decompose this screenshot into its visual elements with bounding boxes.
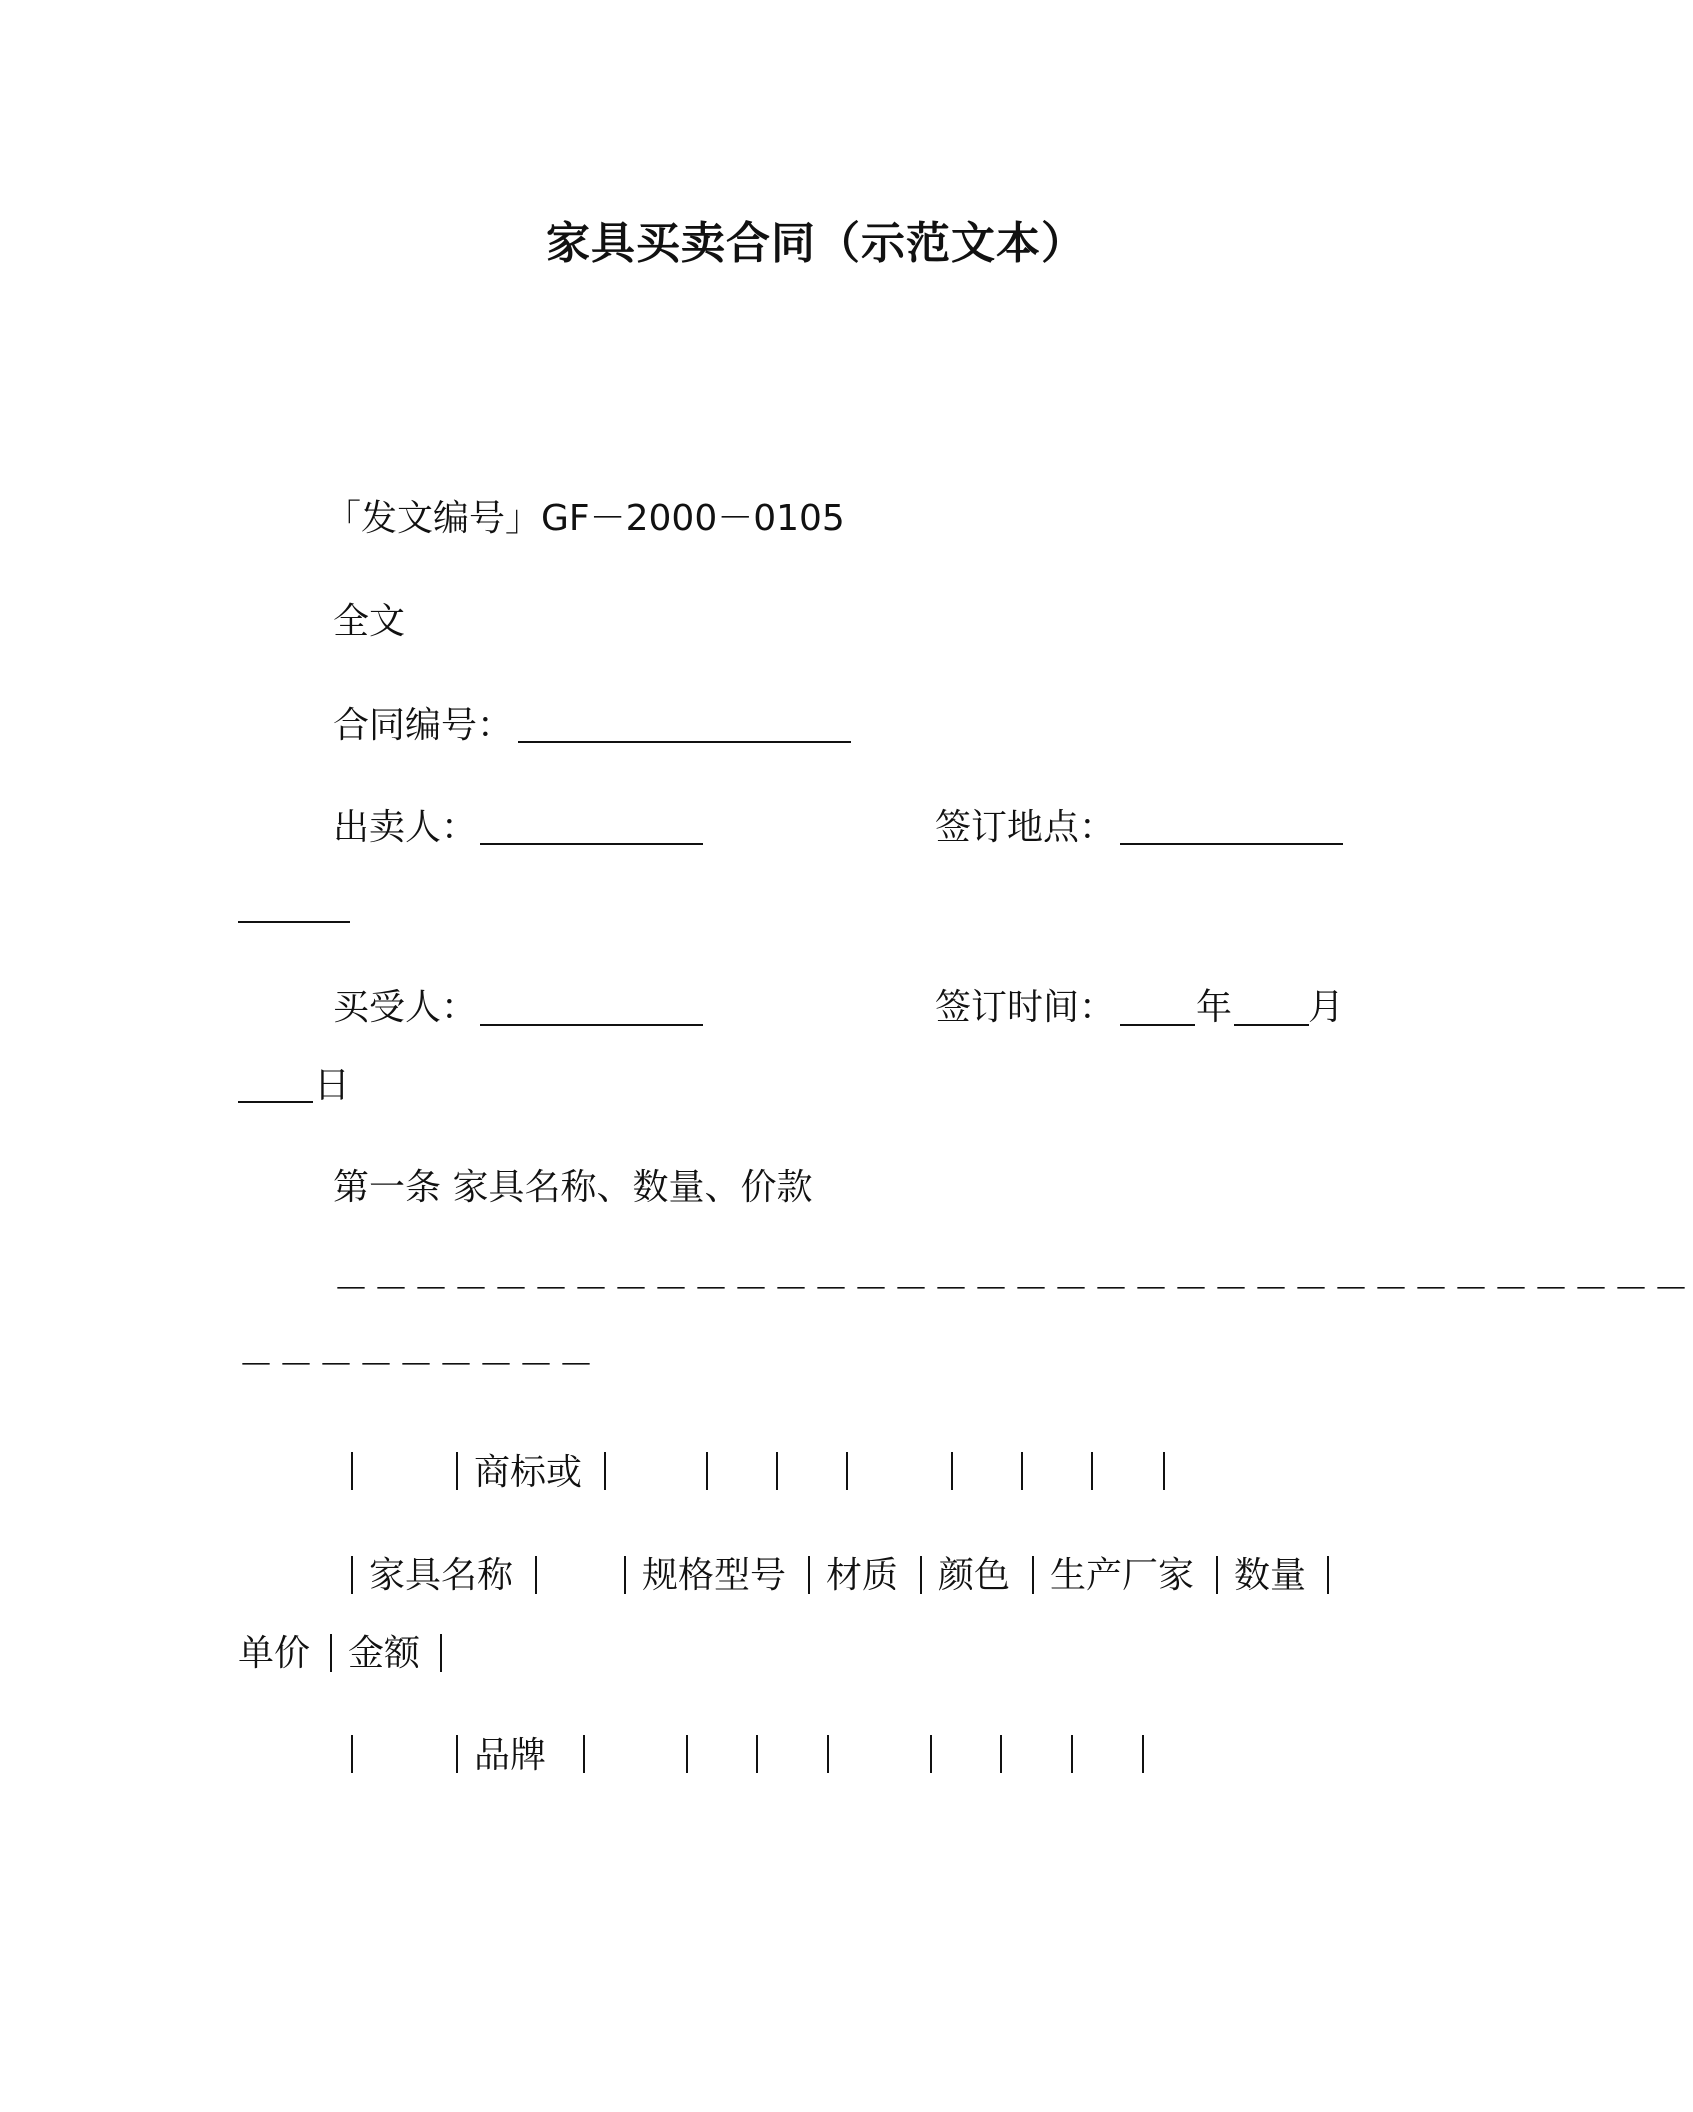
table-divider (920, 1556, 922, 1594)
table-divider (1327, 1556, 1329, 1594)
table-divider (706, 1452, 708, 1490)
table-divider (535, 1556, 537, 1594)
day-label: 日 (314, 1065, 351, 1106)
table-divider (330, 1634, 332, 1672)
month-label: 月 (1308, 987, 1345, 1028)
table-header-maker: 生产厂家 (1050, 1555, 1195, 1596)
table-divider (1163, 1452, 1165, 1490)
table-header-quantity: 数量 (1234, 1555, 1307, 1596)
seller-field[interactable] (480, 843, 703, 845)
sign-month-field[interactable] (1234, 1024, 1309, 1026)
table-divider (1071, 1735, 1073, 1773)
table-divider (686, 1735, 688, 1773)
table-divider (1216, 1556, 1218, 1594)
table-divider (604, 1452, 606, 1490)
sign-day-field[interactable] (238, 1101, 313, 1103)
table-divider (440, 1634, 442, 1672)
table-header-color: 颜色 (938, 1555, 1011, 1596)
table-divider (456, 1452, 458, 1490)
contract-number-label: 合同编号： (333, 705, 514, 746)
document-title: 家具买卖合同（示范文本） (546, 218, 1086, 269)
table-divider (756, 1735, 758, 1773)
sign-place-field-continued[interactable] (238, 921, 350, 923)
table-divider (951, 1452, 953, 1490)
table-cell-trademark-or: 商标或 (474, 1452, 583, 1493)
contract-number-field[interactable] (518, 741, 851, 743)
document-number: 「发文编号」GF－2000－0105 (325, 498, 845, 539)
buyer-field[interactable] (480, 1024, 703, 1026)
table-divider (456, 1735, 458, 1773)
sign-place-field[interactable] (1120, 843, 1343, 845)
full-text-label: 全文 (333, 601, 406, 642)
table-divider (1091, 1452, 1093, 1490)
table-divider (808, 1556, 810, 1594)
table-divider (827, 1735, 829, 1773)
table-header-amount: 金额 (348, 1633, 421, 1674)
table-divider (583, 1735, 585, 1773)
table-divider (1142, 1735, 1144, 1773)
article-1-heading: 第一条 家具名称、数量、价款 (333, 1167, 813, 1208)
table-divider (846, 1452, 848, 1490)
buyer-label: 买受人： (333, 987, 478, 1028)
sign-time-label: 签订时间： (935, 987, 1116, 1028)
table-divider (351, 1452, 353, 1490)
table-divider (1032, 1556, 1034, 1594)
table-header-name: 家具名称 (369, 1555, 514, 1596)
separator-line-1: －－－－－－－－－－－－－－－－－－－－－－－－－－－－－－－－－－ (333, 1269, 1693, 1310)
table-header-material: 材质 (826, 1555, 899, 1596)
seller-label: 出卖人： (333, 807, 478, 848)
table-divider (1021, 1452, 1023, 1490)
table-divider (1000, 1735, 1002, 1773)
table-divider (930, 1735, 932, 1773)
table-cell-brand: 品牌 (474, 1735, 547, 1776)
table-header-unit-price: 单价 (238, 1633, 311, 1674)
separator-line-2: －－－－－－－－－ (238, 1345, 599, 1386)
table-divider (351, 1556, 353, 1594)
sign-year-field[interactable] (1120, 1024, 1195, 1026)
table-divider (776, 1452, 778, 1490)
table-divider (624, 1556, 626, 1594)
table-divider (351, 1735, 353, 1773)
year-label: 年 (1196, 987, 1233, 1028)
table-header-spec: 规格型号 (642, 1555, 787, 1596)
sign-place-label: 签订地点： (935, 807, 1116, 848)
